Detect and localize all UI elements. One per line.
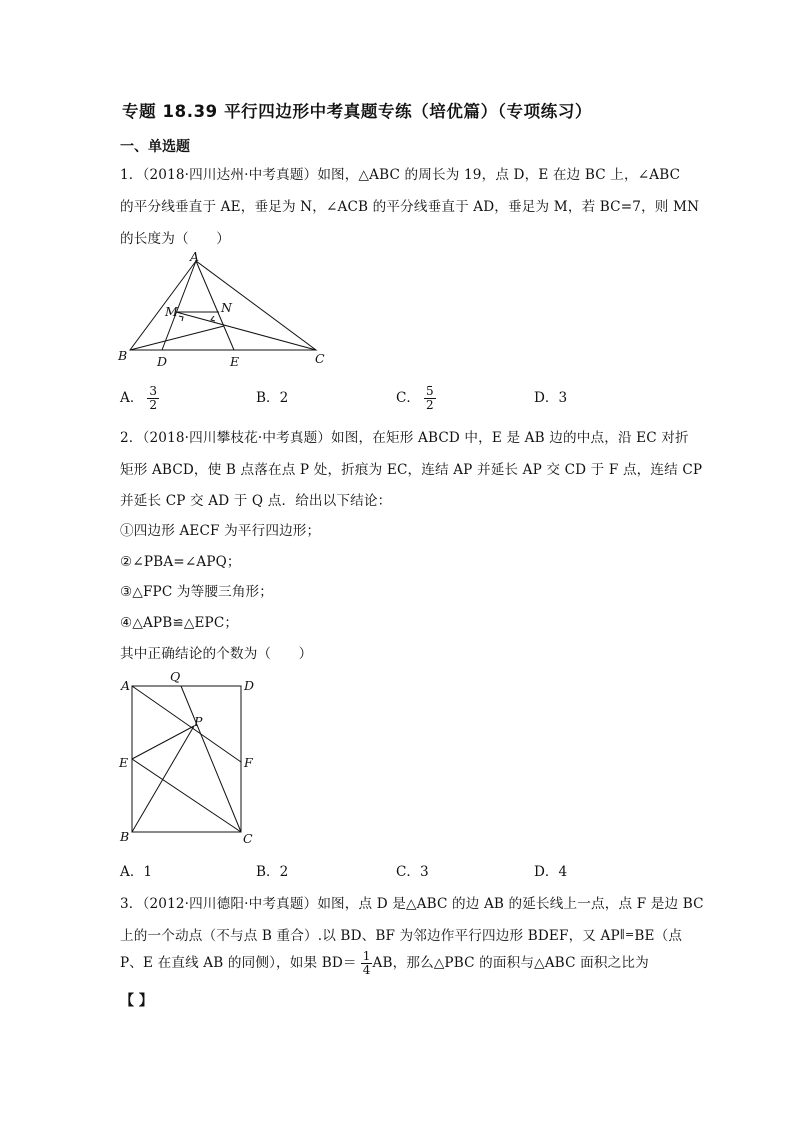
q2-rectangle-figure bbox=[112, 668, 262, 848]
q2-line-1: 2．（2018·四川攀枝花·中考真题）如图，在矩形 ABCD 中，E 是 AB 边的中点，沿 EC 对折 bbox=[120, 430, 689, 446]
q1-label-n: N bbox=[221, 300, 232, 315]
q1-line-1: 1．（2018·四川达州·中考真题）如图，△ABC 的周长为 19，点 D，E 在边 BC 上，∠ABC bbox=[120, 167, 681, 183]
q2-prompt: 其中正确结论的个数为（ ） bbox=[120, 646, 313, 662]
q1-label-c: C bbox=[315, 351, 325, 366]
q1-line-2: 的平分线垂直于 AE，垂足为 N，∠ACB 的平分线垂直于 AD，垂足为 M，若 BC=7，则 MN bbox=[120, 199, 700, 215]
q2-label-b: B bbox=[120, 829, 130, 844]
q3-answer-bracket: 【 】 bbox=[120, 993, 153, 1009]
q2-line-3: 并延长 CP 交 AD 于 Q 点．给出以下结论： bbox=[120, 493, 392, 509]
q2-segment-ec bbox=[132, 759, 241, 832]
q1-right-angle-n bbox=[211, 316, 215, 321]
q2-label-e: E bbox=[119, 755, 129, 770]
q2-label-c: C bbox=[243, 831, 253, 846]
q3-line-1: 3．（2012·四川德阳·中考真题）如图，点 D 是△ABC 的边 AB 的延长线上一点，点 F 是边 BC bbox=[120, 896, 704, 912]
q1-option-c-label: C． bbox=[396, 390, 420, 406]
section-heading: 一、单选题 bbox=[120, 139, 190, 155]
q1-option-a-numerator: 3 bbox=[149, 384, 158, 398]
q2-conclusion-1: ①四边形 AECF 为平行四边形； bbox=[120, 523, 321, 539]
q2-conclusion-4: ④△APB≌△EPC； bbox=[120, 615, 239, 631]
q1-option-a-fraction bbox=[147, 385, 159, 412]
q3-fraction-numerator: 1 bbox=[362, 949, 371, 963]
q3-fraction-denominator: 4 bbox=[362, 963, 371, 977]
q2-label-q: Q bbox=[170, 669, 181, 684]
q1-option-a-denominator: 2 bbox=[149, 398, 158, 412]
q1-label-a: A bbox=[190, 250, 200, 264]
q1-option-c-denominator: 2 bbox=[426, 398, 434, 412]
q1-bisector-b bbox=[130, 326, 224, 350]
q1-option-a bbox=[120, 385, 159, 412]
q2-option-c: C．3 bbox=[396, 864, 429, 880]
q3-line-2 bbox=[120, 924, 682, 944]
q2-label-d: D bbox=[244, 678, 255, 693]
q2-label-f: F bbox=[244, 755, 253, 770]
q1-label-e: E bbox=[230, 354, 240, 369]
page-title: 专题 18.39 平行四边形中考真题专练（培优篇）（专项练习） bbox=[122, 102, 593, 121]
q2-option-b: B．2 bbox=[256, 864, 289, 880]
q1-triangle-figure bbox=[110, 250, 340, 372]
q2-segment-bp bbox=[132, 726, 194, 832]
q2-option-d: D．4 bbox=[534, 864, 568, 880]
q2-conclusion-3: ③△FPC 为等腰三角形； bbox=[120, 584, 274, 600]
q1-label-b: B bbox=[118, 348, 128, 363]
q3-line-3-start: P、E 在直线 AB 的同侧），如果 BD＝ bbox=[120, 955, 357, 971]
q1-line-3: 的长度为（ ） bbox=[120, 231, 230, 247]
q1-label-d: D bbox=[157, 354, 168, 369]
q1-bisector-c bbox=[176, 312, 316, 350]
q3-fraction bbox=[361, 950, 373, 977]
q3-line-2-text: 上的一个动点（不与点 B 重合）.以 BD、BF 为邻边作平行四边形 BDEF，又 AP bbox=[120, 928, 620, 944]
q1-option-c bbox=[396, 385, 436, 412]
q1-right-angle-m bbox=[179, 316, 183, 321]
q3-line-3 bbox=[120, 950, 649, 977]
q3-parallel-equal-symbol: ∥= bbox=[619, 928, 635, 941]
q1-option-c-numerator: 5 bbox=[426, 384, 434, 398]
q2-label-p: P bbox=[194, 714, 203, 729]
q3-line-3-end: AB，那么△PBC 的面积与△ABC 面积之比为 bbox=[372, 955, 649, 971]
q2-segment-qc bbox=[181, 686, 241, 832]
q1-option-b: B．2 bbox=[256, 390, 289, 406]
q2-option-a: A．1 bbox=[120, 864, 153, 880]
q2-figure-lines bbox=[132, 686, 241, 832]
q1-option-c-fraction bbox=[424, 385, 436, 412]
q1-option-a-label: A． bbox=[120, 390, 144, 406]
q2-rectangle-abcd bbox=[132, 686, 241, 832]
q3-line-2-end: BE（点 bbox=[634, 928, 683, 944]
q1-label-m: M bbox=[165, 304, 178, 319]
q2-label-a: A bbox=[121, 678, 131, 693]
q2-line-2: 矩形 ABCD，使 B 点落在点 P 处，折痕为 EC，连结 AP 并延长 AP 交 CD 于 F 点，连结 CP bbox=[120, 462, 703, 478]
q2-conclusion-2: ②∠PBA=∠APQ； bbox=[120, 554, 241, 570]
q1-option-d: D．3 bbox=[534, 390, 568, 406]
